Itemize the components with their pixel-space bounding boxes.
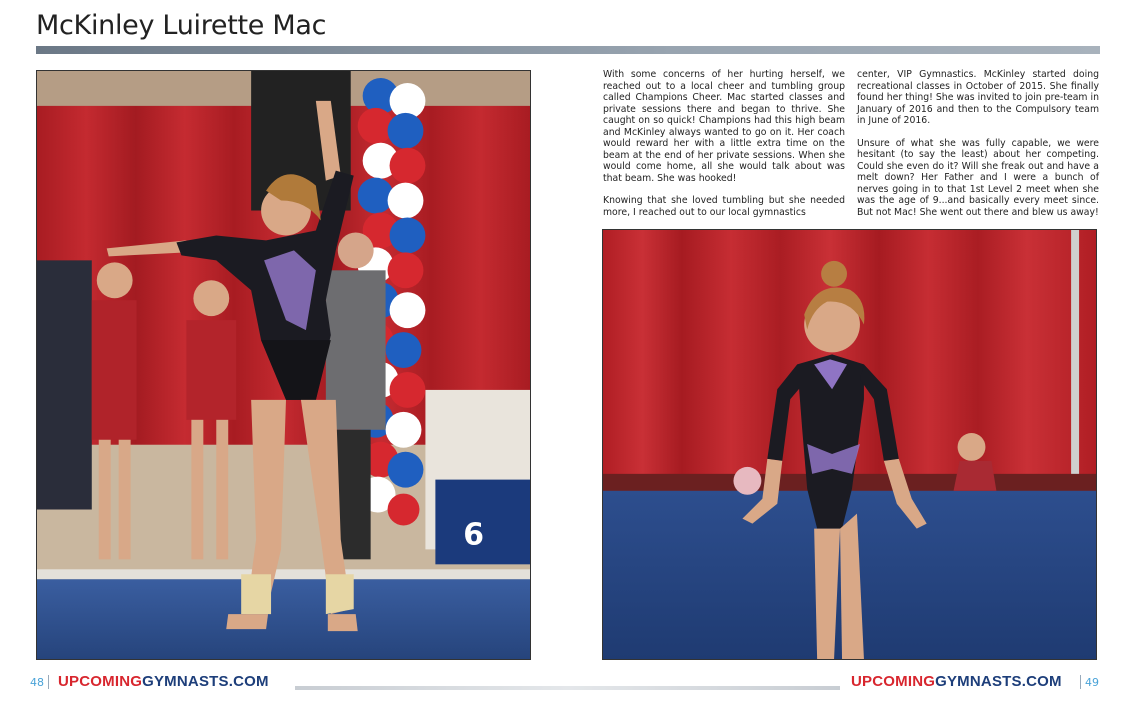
brand-part-gymnasts: GYMNASTS.COM (142, 673, 269, 690)
photo-gymnast-arm-raised (36, 70, 531, 660)
article-column-2 (857, 69, 1099, 229)
page-title: McKinley Luirette Mac (36, 10, 327, 41)
page-number-right: 49 (1085, 676, 1099, 689)
photo-gymnast-standing (602, 229, 1097, 660)
article-paragraph: Unsure of what she was fully capable, we were hesitant (to say the least) about her competing. Could she even do it? Will she freak out and have a melt down? Her Father and I were a bunch of nerves going in to that 1st Level 2 meet when she was the age of 9...and basically every meet since. But not Mac! She went out there and blew us away! (857, 137, 1099, 218)
page-number-left: 48 (30, 676, 44, 689)
article-paragraph: With some concerns of her hurting herself, we reached out to a local cheer and tumbling group called Champions Cheer. Mac started classes and private sessions there and began to thrive. She caught on so quick! Champions had this high beam and McKinley always wanted to go on it. Her coach would reward her with a little extra time on the beam at the end of her private sessions. When she would come home, all she would talk about was that beam. She was hooked! (603, 69, 845, 184)
article-paragraph: center, VIP Gymnastics. McKinley started doing recreational classes in October of 2015. She finally found her thing! She was invited to join pre-team in January of 2016 and then to the Compulsory team in June of 2016. (857, 69, 1099, 126)
brand-part-upcoming: UPCOMING (851, 673, 936, 690)
footer-divider-right (1080, 675, 1081, 689)
article-column-1 (603, 69, 845, 229)
sign-number: 6 (463, 517, 485, 553)
title-rule (36, 46, 1100, 54)
footer-rule (295, 686, 840, 690)
brand-part-gymnasts: GYMNASTS.COM (935, 673, 1062, 690)
brand-link-right[interactable] (851, 673, 1062, 690)
brand-part-upcoming: UPCOMING (58, 673, 143, 690)
brand-link-left[interactable] (58, 673, 269, 690)
article-paragraph: Knowing that she loved tumbling but she needed more, I reached out to our local gymnastics (603, 195, 845, 218)
footer-divider-left (48, 675, 49, 689)
